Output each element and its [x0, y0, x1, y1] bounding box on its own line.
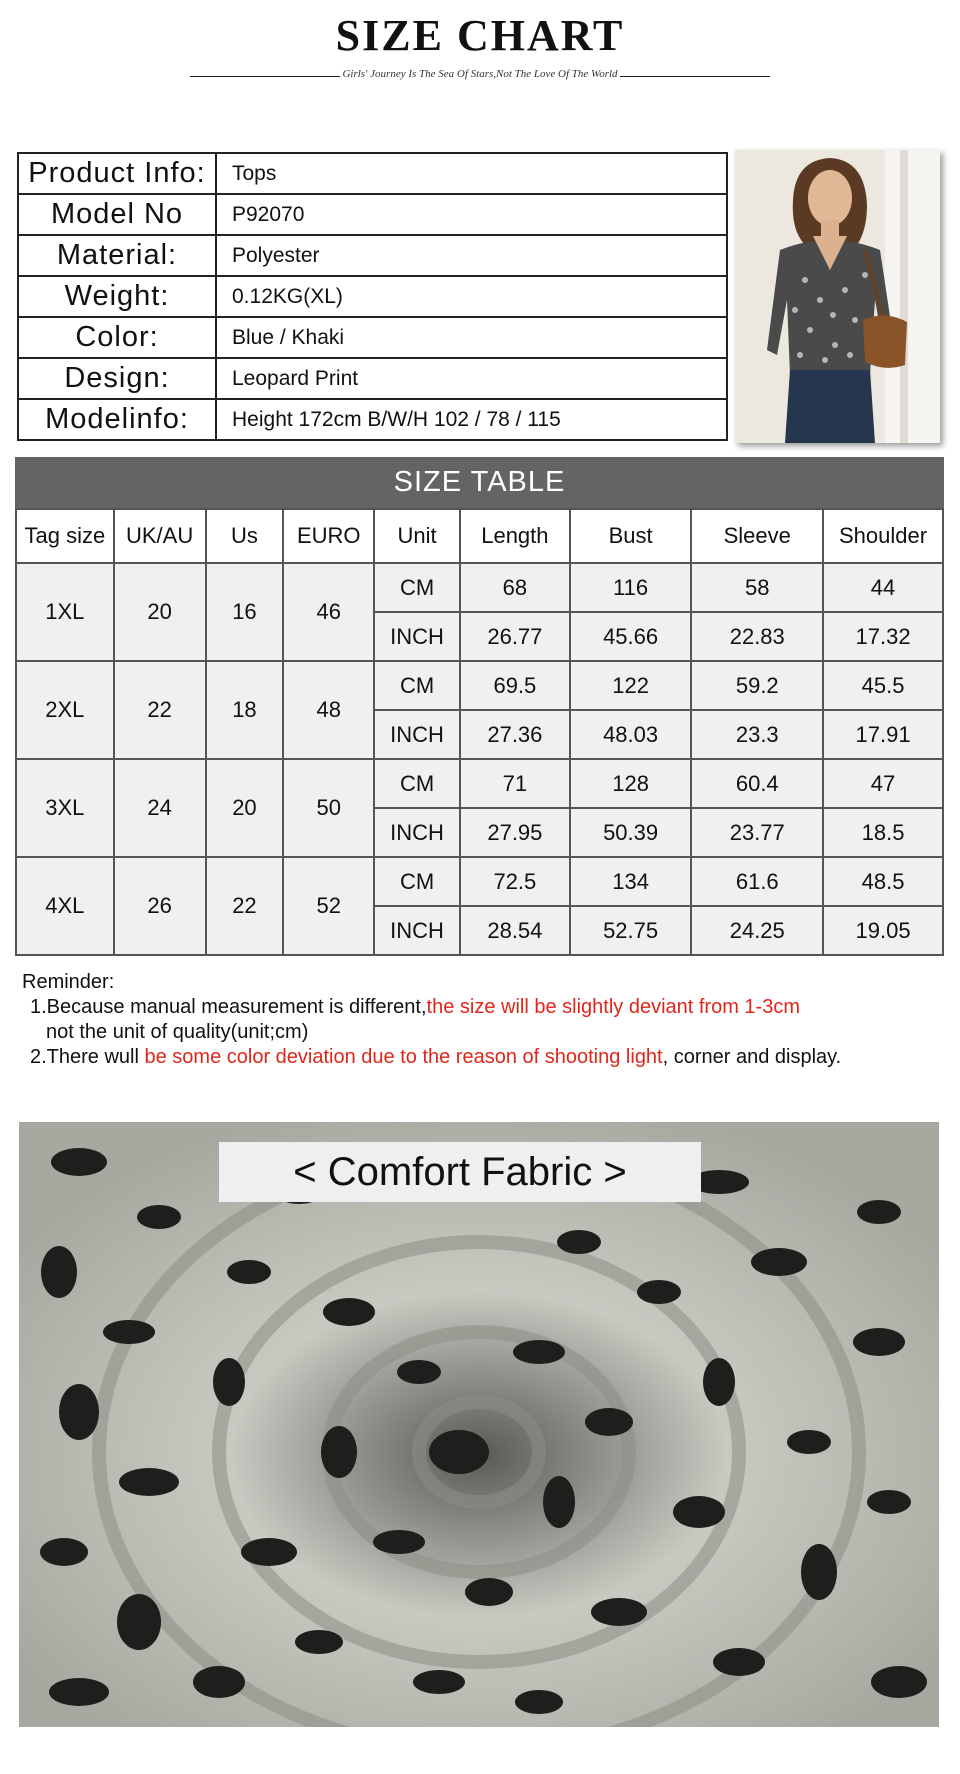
divider-left — [190, 76, 340, 77]
tagline-text: Girls' Journey Is The Sea Of Stars,Not The Love Of The World — [342, 68, 618, 80]
size-table — [15, 457, 944, 956]
title-tagline — [190, 66, 770, 86]
unit-cell: CM — [374, 857, 460, 906]
tag-size-cell: 3XL — [16, 759, 114, 857]
shoulder-cell: 17.32 — [823, 612, 943, 661]
info-label: Modelinfo: — [18, 399, 216, 440]
page-title: SIZE CHART — [335, 11, 625, 60]
ukau-cell: 22 — [114, 661, 206, 759]
info-value: 0.12KG(XL) — [216, 276, 727, 317]
page-header — [0, 0, 960, 110]
shoulder-cell: 45.5 — [823, 661, 943, 710]
us-cell: 18 — [206, 661, 284, 759]
info-row-product — [18, 153, 727, 194]
size-table-grid — [15, 508, 944, 956]
table-row — [16, 857, 943, 906]
model-figure-image — [735, 150, 940, 443]
unit-cell: CM — [374, 661, 460, 710]
length-cell: 69.5 — [460, 661, 570, 710]
reminder-line-1-cont: not the unit of quality(unit;cm) — [46, 1021, 309, 1043]
bust-cell: 48.03 — [570, 710, 692, 759]
divider-right — [620, 76, 770, 77]
shoulder-cell: 47 — [823, 759, 943, 808]
info-row-model-no — [18, 194, 727, 235]
bust-cell: 122 — [570, 661, 692, 710]
length-cell: 27.95 — [460, 808, 570, 857]
unit-cell: CM — [374, 759, 460, 808]
info-value: Height 172cm B/W/H 102 / 78 / 115 — [216, 399, 727, 440]
unit-cell: INCH — [374, 808, 460, 857]
col-header: Us — [206, 509, 284, 563]
tag-size-cell: 4XL — [16, 857, 114, 955]
euro-cell: 46 — [283, 563, 374, 661]
sleeve-cell: 60.4 — [691, 759, 823, 808]
sleeve-cell: 23.3 — [691, 710, 823, 759]
info-value: P92070 — [216, 194, 727, 235]
shoulder-cell: 48.5 — [823, 857, 943, 906]
us-cell: 20 — [206, 759, 284, 857]
reminder-text: , corner and display. — [662, 1046, 842, 1068]
reminder-highlight: the size will be slightly deviant from 1-3cm — [426, 996, 800, 1018]
us-cell: 22 — [206, 857, 284, 955]
euro-cell: 48 — [283, 661, 374, 759]
comfort-fabric-banner: < Comfort Fabric > — [219, 1142, 701, 1202]
shoulder-cell: 17.91 — [823, 710, 943, 759]
fabric-photo — [19, 1122, 939, 1727]
col-header: Bust — [570, 509, 692, 563]
bust-cell: 134 — [570, 857, 692, 906]
ukau-cell: 26 — [114, 857, 206, 955]
col-header: UK/AU — [114, 509, 206, 563]
info-row-design — [18, 358, 727, 399]
product-info-table — [17, 152, 728, 441]
tag-size-cell: 1XL — [16, 563, 114, 661]
length-cell: 26.77 — [460, 612, 570, 661]
model-photo — [735, 150, 940, 443]
euro-cell: 50 — [283, 759, 374, 857]
sleeve-cell: 58 — [691, 563, 823, 612]
col-header: Unit — [374, 509, 460, 563]
length-cell: 27.36 — [460, 710, 570, 759]
info-row-material — [18, 235, 727, 276]
info-value: Polyester — [216, 235, 727, 276]
reminder-heading: Reminder: — [22, 971, 115, 993]
reminder-highlight: be some color deviation due to the reason of shooting light — [144, 1046, 663, 1068]
reminder-line-1 — [22, 995, 942, 1020]
reminder-text: 1.Because manual measurement is different, — [30, 996, 427, 1018]
size-table-title: SIZE TABLE — [15, 457, 944, 508]
length-cell: 72.5 — [460, 857, 570, 906]
info-label: Design: — [18, 358, 216, 399]
info-value: Leopard Print — [216, 358, 727, 399]
unit-cell: CM — [374, 563, 460, 612]
ukau-cell: 24 — [114, 759, 206, 857]
info-row-modelinfo — [18, 399, 727, 440]
shoulder-cell: 44 — [823, 563, 943, 612]
sleeve-cell: 59.2 — [691, 661, 823, 710]
sleeve-cell: 24.25 — [691, 906, 823, 955]
leopard-fabric-image — [19, 1122, 939, 1727]
sleeve-cell: 23.77 — [691, 808, 823, 857]
info-value: Tops — [216, 153, 727, 194]
col-header: Shoulder — [823, 509, 943, 563]
info-value: Blue / Khaki — [216, 317, 727, 358]
bust-cell: 116 — [570, 563, 692, 612]
col-header: Sleeve — [691, 509, 823, 563]
reminder-block — [22, 970, 942, 1070]
bust-cell: 45.66 — [570, 612, 692, 661]
bust-cell: 52.75 — [570, 906, 692, 955]
ukau-cell: 20 — [114, 563, 206, 661]
info-label: Model No — [18, 194, 216, 235]
bust-cell: 50.39 — [570, 808, 692, 857]
shoulder-cell: 18.5 — [823, 808, 943, 857]
length-cell: 68 — [460, 563, 570, 612]
info-row-weight — [18, 276, 727, 317]
reminder-text: 2.There wull — [30, 1046, 145, 1068]
length-cell: 71 — [460, 759, 570, 808]
table-row — [16, 563, 943, 612]
unit-cell: INCH — [374, 612, 460, 661]
bust-cell: 128 — [570, 759, 692, 808]
reminder-line-2 — [22, 1045, 942, 1070]
table-row — [16, 661, 943, 710]
col-header: Length — [460, 509, 570, 563]
col-header: EURO — [283, 509, 374, 563]
tag-size-cell: 2XL — [16, 661, 114, 759]
info-label: Color: — [18, 317, 216, 358]
info-label: Weight: — [18, 276, 216, 317]
col-header: Tag size — [16, 509, 114, 563]
sleeve-cell: 61.6 — [691, 857, 823, 906]
length-cell: 28.54 — [460, 906, 570, 955]
unit-cell: INCH — [374, 710, 460, 759]
euro-cell: 52 — [283, 857, 374, 955]
unit-cell: INCH — [374, 906, 460, 955]
sleeve-cell: 22.83 — [691, 612, 823, 661]
table-row — [16, 759, 943, 808]
info-label: Material: — [18, 235, 216, 276]
us-cell: 16 — [206, 563, 284, 661]
info-label: Product Info: — [18, 153, 216, 194]
shoulder-cell: 19.05 — [823, 906, 943, 955]
info-row-color — [18, 317, 727, 358]
size-table-header-row — [16, 509, 943, 563]
